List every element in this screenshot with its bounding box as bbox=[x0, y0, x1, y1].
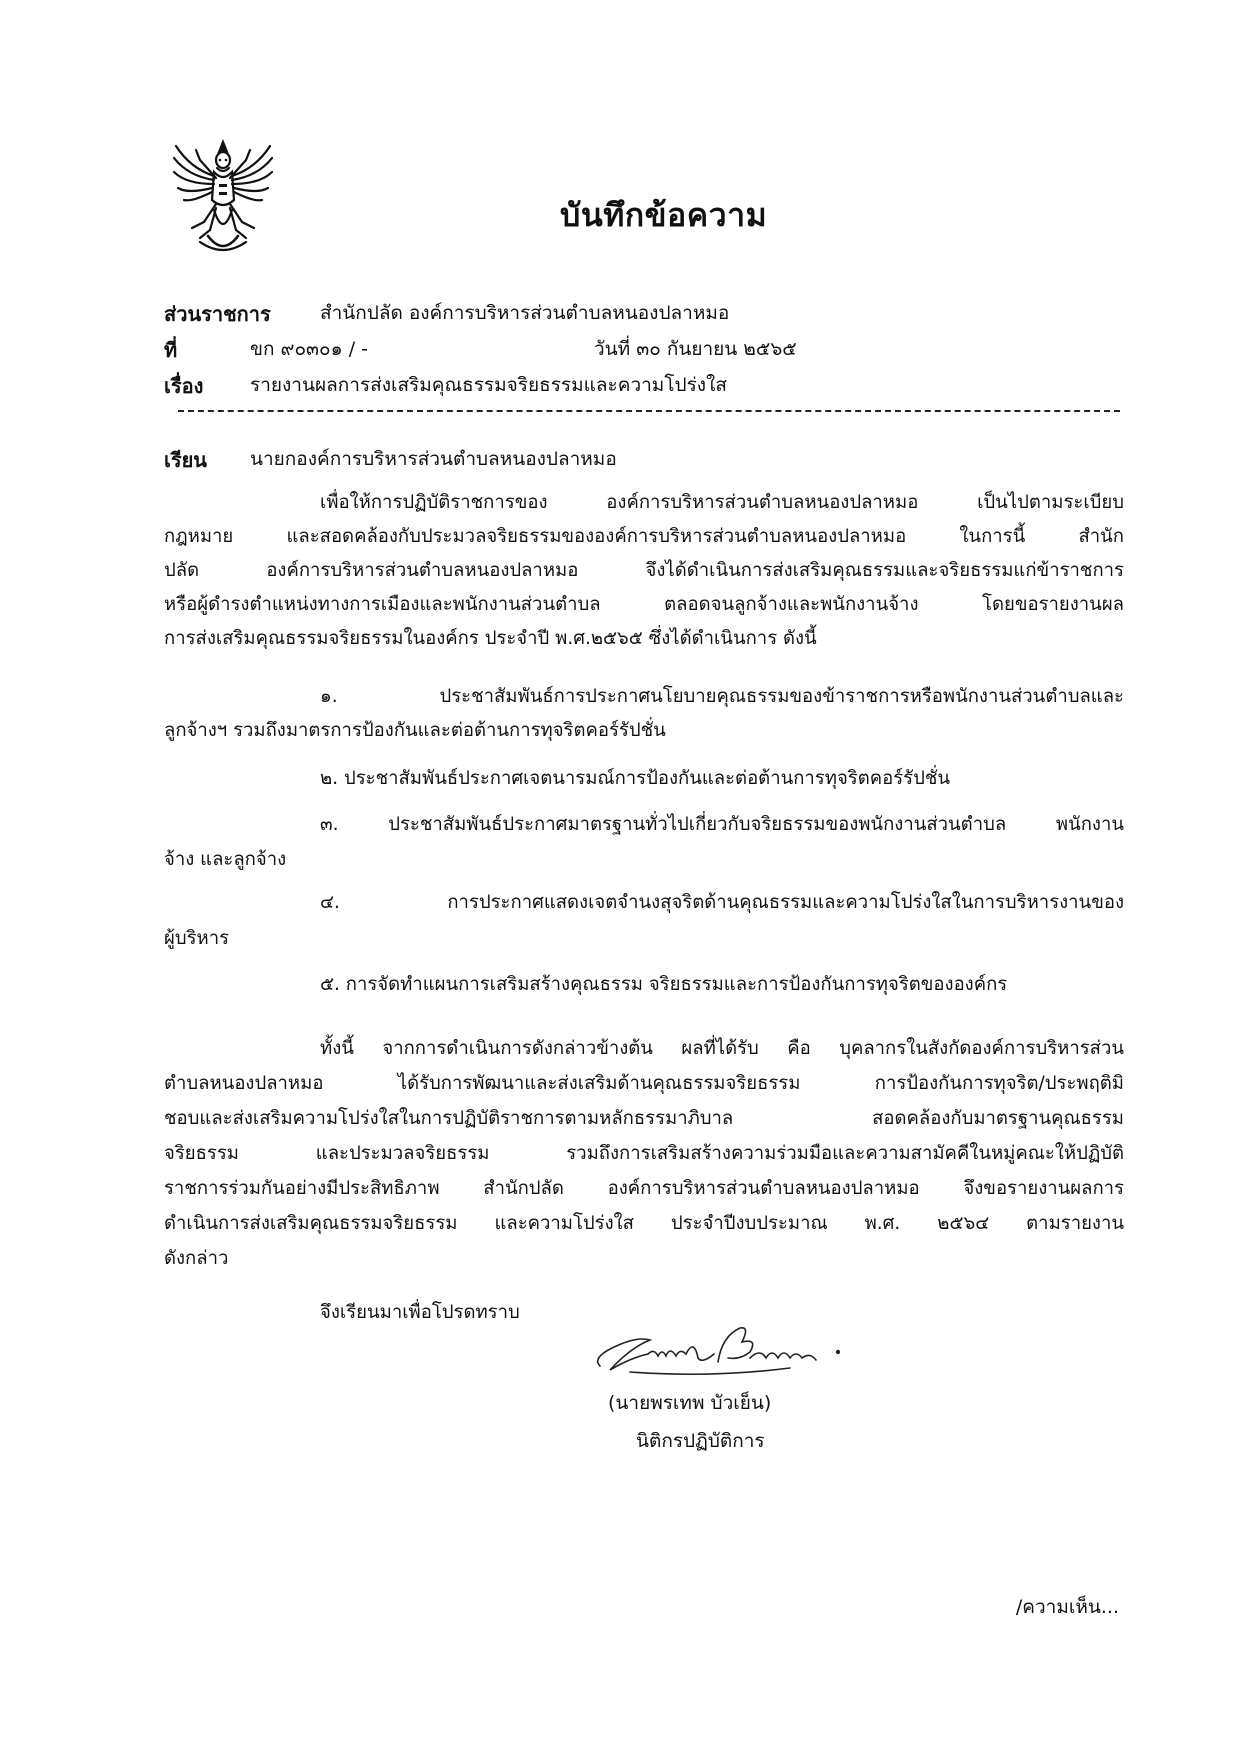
subject-value: รายงานผลการส่งเสริมคุณธรรมจริยธรรมและความโปร่งใส bbox=[250, 374, 727, 396]
item4-line: ๔. การประกาศแสดงเจตจำนงสุจริตด้านคุณธรรมและความโปร่งใสในการบริหารงานของ bbox=[320, 892, 1124, 913]
para2-line: ชอบและส่งเสริมความโปร่งใสในการปฏิบัติราชการตามหลักธรรมาภิบาล สอดคล้องกับมาตรฐานคุณธรรม bbox=[164, 1108, 1124, 1129]
item1-line: ลูกจ้างฯ รวมถึงมาตรการป้องกันและต่อต้านการทุจริตคอร์รัปชั่น bbox=[164, 720, 666, 741]
to-value: นายกองค์การบริหารส่วนตำบลหนองปลาหมอ bbox=[250, 448, 617, 470]
item3-line: ๓. ประชาสัมพันธ์ประกาศมาตรฐานทั่วไปเกี่ยวกับจริยธรรมของพนักงานส่วนตำบล พนักงาน bbox=[320, 814, 1124, 835]
signer-position: นิติกรปฏิบัติการ bbox=[636, 1430, 765, 1452]
para2-line: ราชการร่วมกันอย่างมีประสิทธิภาพ สำนักปลัด องค์การบริหารส่วนตำบลหนองปลาหมอ จึงขอรายงานผลการ bbox=[164, 1178, 1124, 1199]
garuda-emblem-icon bbox=[170, 138, 276, 256]
item5-line: ๕. การจัดทำแผนการเสริมสร้างคุณธรรม จริยธรรมและการป้องกันการทุจริตขององค์กร bbox=[320, 974, 1008, 995]
agency-value: สำนักปลัด องค์การบริหารส่วนตำบลหนองปลาหมอ bbox=[320, 302, 730, 324]
para2-line: ดำเนินการส่งเสริมคุณธรรมจริยธรรม และความโปร่งใส ประจำปีงบประมาณ พ.ศ. ๒๕๖๔ ตามรายงาน bbox=[164, 1213, 1124, 1234]
handwritten-signature-icon bbox=[590, 1318, 870, 1378]
memo-title: บันทึกข้อความ bbox=[560, 196, 768, 234]
para2-line: ตำบลหนองปลาหมอ ได้รับการพัฒนาและส่งเสริมด้านคุณธรรมจริยธรรม การป้องกันการทุจริต/ประพฤติมิ bbox=[164, 1073, 1124, 1094]
subject-label: เรื่อง bbox=[164, 374, 204, 398]
continuation-marker: /ความเห็น... bbox=[1015, 1596, 1119, 1618]
para1-line: กฎหมาย และสอดคล้องกับประมวลจริยธรรมขององค์การบริหารส่วนตำบลหนองปลาหมอ ในการนี้ สำนัก bbox=[164, 526, 1124, 547]
header-divider bbox=[178, 410, 1120, 412]
item4-line: ผู้บริหาร bbox=[164, 928, 230, 949]
memo-date: วันที่ ๓๐ กันยายน ๒๕๖๕ bbox=[594, 338, 797, 360]
ref-label: ที่ bbox=[164, 338, 178, 362]
to-label: เรียน bbox=[164, 448, 207, 472]
signer-name: (นายพรเทพ บัวเย็น) bbox=[608, 1392, 772, 1414]
para1-line: หรือผู้ดำรงตำแหน่งทางการเมืองและพนักงานส่วนตำบล ตลอดจนลูกจ้างและพนักงานจ้าง โดยขอรายงานผล bbox=[164, 594, 1124, 615]
item1-line: ๑. ประชาสัมพันธ์การประกาศนโยบายคุณธรรมของข้าราชการหรือพนักงานส่วนตำบลและ bbox=[320, 686, 1124, 707]
item3-line: จ้าง และลูกจ้าง bbox=[164, 849, 287, 870]
agency-label: ส่วนราชการ bbox=[164, 302, 271, 326]
para1-line: ปลัด องค์การบริหารส่วนตำบลหนองปลาหมอ จึงได้ดำเนินการส่งเสริมคุณธรรมและจริยธรรมแก่ข้าราชการ bbox=[164, 560, 1124, 581]
closing-text: จึงเรียนมาเพื่อโปรดทราบ bbox=[320, 1302, 520, 1323]
para2-line: ทั้งนี้ จากการดำเนินการดังกล่าวข้างต้น ผลที่ได้รับ คือ บุคลากรในสังกัดองค์การบริหารส่วน bbox=[320, 1038, 1124, 1059]
para2-line: จริยธรรม และประมวลจริยธรรม รวมถึงการเสริมสร้างความร่วมมือและความสามัคคีในหมู่คณะให้ปฏิบัติ bbox=[164, 1143, 1124, 1164]
para1-line: เพื่อให้การปฏิบัติราชการของ องค์การบริหารส่วนตำบลหนองปลาหมอ เป็นไปตามระเบียบ bbox=[320, 492, 1124, 513]
item2-line: ๒. ประชาสัมพันธ์ประกาศเจตนารมณ์การป้องกันและต่อต้านการทุจริตคอร์รัปชั่น bbox=[320, 768, 951, 789]
ref-number: ขก ๙๐๓๐๑ / - bbox=[250, 338, 369, 360]
para1-line: การส่งเสริมคุณธรรมจริยธรรมในองค์กร ประจำปี พ.ศ.๒๕๖๕ ซึ่งได้ดำเนินการ ดังนี้ bbox=[164, 628, 817, 649]
para2-line: ดังกล่าว bbox=[164, 1248, 229, 1269]
